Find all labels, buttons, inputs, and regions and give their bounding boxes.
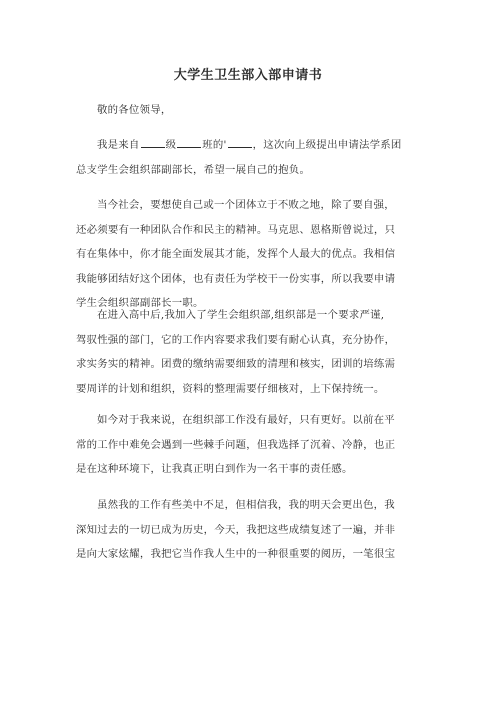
paragraph-line: 深知过去的一切已成为历史，今天，我把这些成绩复述了一遍，并非 <box>76 523 396 536</box>
paragraph-line: 求实务实的精神。团费的缴纳需要细致的清理和核实，团训的培练需 <box>76 358 396 370</box>
document-title: 大学生卫生部入部申请书 <box>173 68 323 83</box>
paragraph-line: 我能够团结好这个团体，也有责任为学校干一份实事，所以我要申请 <box>76 272 396 285</box>
paragraph-line: 还必须要有一种团队合作和民主的精神。马克思、恩格斯曾说过，只 <box>76 223 396 236</box>
text-segment: 我是来自 <box>97 139 140 151</box>
text-segment: ，这次向上级提出申请法学系团 <box>252 139 402 151</box>
paragraph-1-line-1 <box>76 133 420 158</box>
paragraph-line: 学生会组织部副部长一职。 <box>76 297 204 309</box>
paragraph-line: 要周详的计划和组织，资料的整理需要仔细核对，上下保持统一。 <box>76 382 385 395</box>
paragraph-5 <box>76 493 420 567</box>
paragraph-4 <box>76 408 420 482</box>
salutation-paragraph <box>76 98 420 123</box>
fill-in-blank <box>228 137 252 148</box>
fill-in-blank <box>141 137 165 148</box>
paragraph-1 <box>76 133 420 182</box>
paragraph-line: 当今社会，要想使自己或一个团体立于不败之地，除了要自强， <box>97 199 395 211</box>
paragraph-line: 驾驭性强的部门，它的工作内容要求我们要有耐心认真，充分协作， <box>76 333 396 346</box>
paragraph-3 <box>76 303 420 401</box>
fill-in-blank <box>177 137 201 148</box>
paragraph-2 <box>76 193 420 316</box>
paragraph-1-line-2: 总支学生会组织部副部长，希望一展自己的抱负。 <box>76 163 311 176</box>
salutation-line: 敬的各位领导， <box>97 104 172 116</box>
paragraph-line: 在进入高中后,我加入了学生会组织部,组织部是一个要求严谨, <box>97 309 385 321</box>
paragraph-line: 如今对于我来说，在组织部工作没有最好，只有更好。以前在平 <box>97 414 395 426</box>
paragraph-line: 是在这种环境下，让我真正明白到作为一名干事的责任感。 <box>76 463 353 475</box>
paragraph-line: 常的工作中难免会遇到一些棘手问题，但我选择了沉着、冷静，也正 <box>76 438 396 451</box>
text-segment: 班的' <box>202 139 227 151</box>
paragraph-line: 是向大家炫耀，我把它当作我人生中的一种很重要的阅历，一笔很宝 <box>76 548 396 560</box>
paragraph-line: 有在集体中，你才能全面发展其才能，发挥个人最大的优点。我相信 <box>76 248 396 260</box>
paragraph-line: 虽然我的工作有些美中不足，但相信我，我的明天会更出色，我 <box>97 499 395 511</box>
text-segment: 级 <box>165 139 177 151</box>
